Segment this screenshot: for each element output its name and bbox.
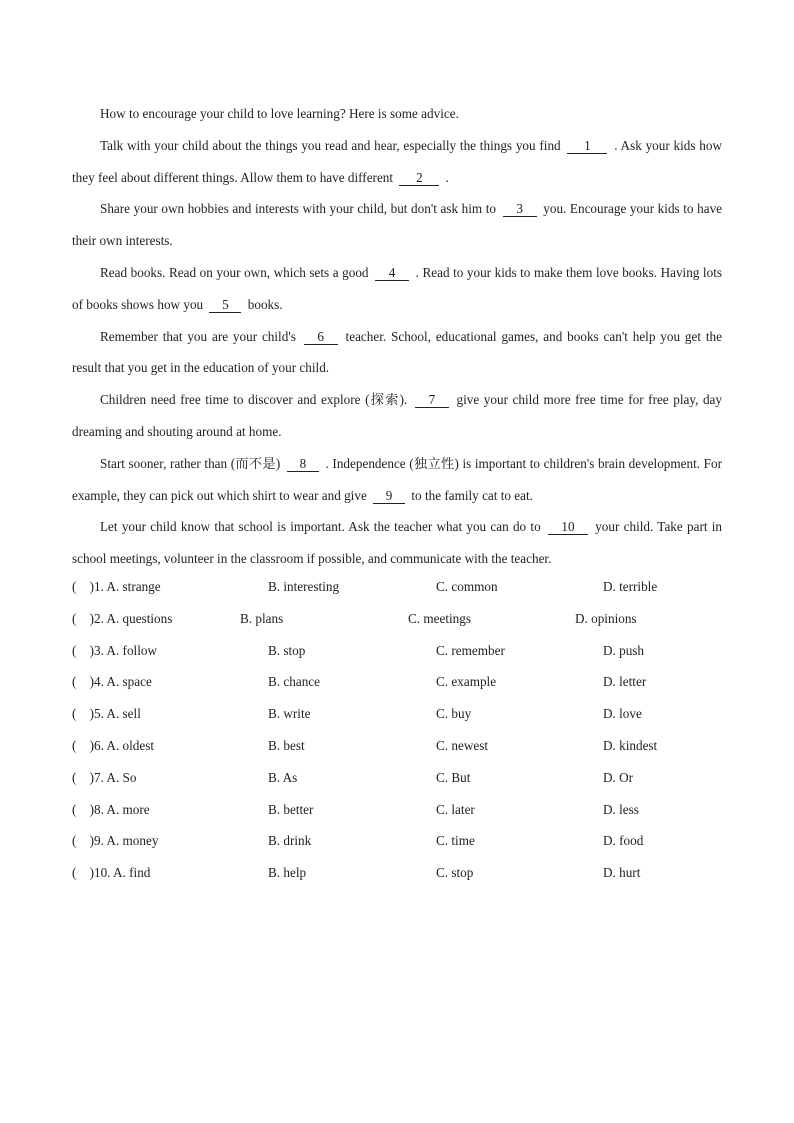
blank-3: 3 — [503, 201, 537, 217]
option-d: D. terrible — [603, 579, 658, 594]
text: give your child more free time for free play, day dreaming and shouting around at home. — [72, 392, 722, 439]
blank-6: 6 — [304, 329, 338, 345]
option-c: C. buy — [436, 706, 472, 722]
option-b: B. stop — [268, 642, 306, 658]
option-b: B. best — [268, 737, 305, 753]
blank-1: 1 — [567, 138, 607, 154]
text: to the family cat to eat. — [411, 487, 533, 503]
text: Let your child know that school is important. Ask the teacher what you can do to — [100, 519, 541, 535]
option-d: D. push — [603, 642, 645, 658]
option-b: B. drink — [268, 833, 312, 849]
option-b: B. interesting — [268, 579, 340, 594]
option-c: C. time — [436, 833, 475, 849]
question-number-option-a: ( )6. A. oldest — [72, 737, 155, 753]
question-number-option-a: ( )7. A. So — [72, 769, 137, 785]
text: your child. Take part in school meetings, volunteer in the classroom if possible, and communicate with the teacher. — [72, 519, 723, 567]
question-number-option-a: ( )1. A. strange — [72, 579, 161, 594]
question-row — [72, 603, 722, 635]
answer-options — [72, 571, 722, 889]
passage-paragraph-3 — [72, 193, 722, 257]
text: . Independence (独立性) is important to children's brain development. For example, they can pick out which shirt to wear and give — [72, 455, 722, 503]
option-b: B. better — [268, 801, 314, 817]
option-b: B. plans — [240, 610, 284, 626]
blank-5: 5 — [209, 297, 241, 313]
blank-9: 9 — [373, 488, 405, 504]
question-row — [72, 825, 722, 857]
question-number-option-a: ( )2. A. questions — [72, 610, 173, 626]
blank-4: 4 — [375, 265, 409, 281]
question-row — [72, 857, 722, 889]
text: Share your own hobbies and interests with your child, but don't ask him to — [100, 201, 497, 217]
passage-paragraph-7 — [72, 448, 722, 512]
passage-paragraph-8 — [72, 511, 722, 575]
text: books. — [247, 296, 283, 312]
option-b: B. write — [268, 706, 311, 722]
question-number-option-a: ( )9. A. money — [72, 833, 159, 849]
option-c: C. meetings — [408, 610, 472, 626]
passage-intro: How to encourage your child to love learning? Here is some advice. — [100, 106, 459, 121]
question-number-option-a: ( )8. A. more — [72, 801, 150, 817]
question-row — [72, 794, 722, 826]
option-d: D. love — [603, 706, 642, 722]
blank-8: 8 — [287, 456, 319, 472]
question-number-option-a: ( )4. A. space — [72, 674, 152, 690]
text: Talk with your child about the things you read and hear, especially the things you find — [100, 137, 561, 153]
question-number-option-a: ( )10. A. find — [72, 865, 151, 881]
option-c: C. But — [436, 769, 471, 785]
option-c: C. stop — [436, 865, 474, 881]
text: . Ask your kids how they feel about different things. Allow them to have different — [72, 137, 723, 185]
text: you. Encourage your kids to have their own interests. — [72, 201, 723, 249]
cloze-passage — [72, 98, 722, 575]
question-number-option-a: ( )5. A. sell — [72, 706, 141, 722]
option-d: D. opinions — [575, 610, 637, 626]
option-d: D. hurt — [603, 865, 641, 881]
blank-10: 10 — [548, 519, 588, 535]
option-d: D. kindest — [603, 737, 658, 753]
question-row — [72, 666, 722, 698]
option-c: C. later — [436, 801, 475, 817]
text: Remember that you are your child's — [100, 328, 296, 344]
option-d: D. less — [603, 801, 639, 817]
passage-paragraph-5 — [72, 321, 722, 385]
text: teacher. School, educational games, and books can't help you get the result that you get in the education of your child. — [72, 328, 722, 376]
question-number-option-a: ( )3. A. follow — [72, 642, 157, 658]
question-row — [72, 635, 722, 667]
text: Start sooner, rather than (而不是) — [100, 455, 281, 471]
passage-paragraph-6 — [72, 384, 722, 448]
option-b: B. help — [268, 865, 307, 881]
option-b: B. chance — [268, 674, 320, 690]
text: . Read to your kids to make them love books. Having lots of books shows how you — [72, 264, 722, 312]
question-row — [72, 730, 722, 762]
text: . — [445, 169, 449, 185]
passage-paragraph-2 — [72, 130, 722, 194]
question-row — [72, 698, 722, 730]
blank-2: 2 — [399, 170, 439, 186]
text: Read books. Read on your own, which sets a good — [100, 264, 369, 280]
option-d: D. letter — [603, 674, 647, 690]
option-d: D. Or — [603, 769, 634, 785]
option-b: B. As — [268, 769, 298, 785]
question-row — [72, 762, 722, 794]
option-d: D. food — [603, 833, 644, 849]
passage-paragraph-4 — [72, 257, 722, 321]
option-c: C. example — [436, 674, 497, 690]
option-c: C. newest — [436, 737, 489, 753]
question-row — [72, 571, 722, 603]
option-c: C. common — [436, 579, 498, 594]
blank-7: 7 — [415, 392, 449, 408]
text: Children need free time to discover and explore (探索). — [100, 392, 408, 408]
option-c: C. remember — [436, 642, 505, 658]
